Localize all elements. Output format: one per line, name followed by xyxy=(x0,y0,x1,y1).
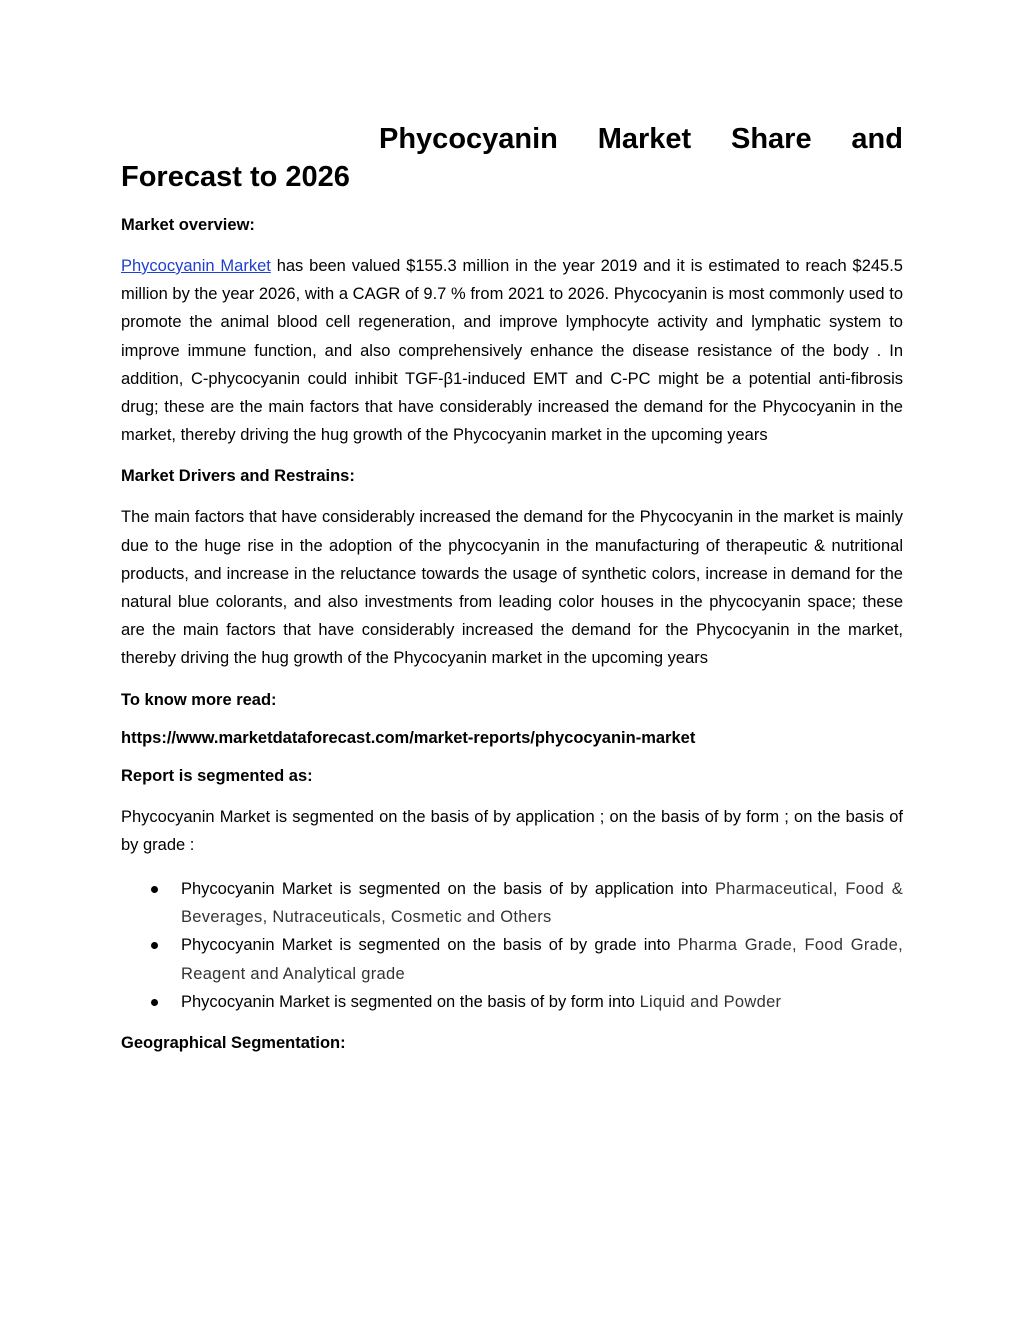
geo-heading: Geographical Segmentation: xyxy=(121,1034,346,1053)
overview-text: has been valued $155.3 million in the year 2019 and it is estimated to reach $245.5 million by the year 2026, with a CAGR of 9.7 % from 2021 to 2026. Phycocyanin is most commonly used to promote the animal blood cell regeneration, and improve lymphocyte activity and lymphatic system to improve immune function, and also comprehensively enhance the disease resistance of the body . In addition, C-phycocyanin could inhibit TGF-β1-induced EMT and C-PC might be a potential anti-fibrosis drug; these are the main factors that have considerably increased the demand for the Phycocyanin in the market, thereby driving the hug growth of the Phycocyanin market in the upcoming years xyxy=(121,257,903,445)
list-item xyxy=(121,875,903,931)
drivers-paragraph: The main factors that have considerably increased the demand for the Phycocyanin in the market is mainly due to the huge rise in the adoption of the phycocyanin in the manufacturing of therapeutic & nutritional products, and increase in the reluctance towards the usage of synthetic colors, increase in demand for the natural blue colorants, and also investments from leading color houses in the phycocyanin space; these are the main factors that have considerably increased the demand for the Phycocyanin in the market, thereby driving the hug growth of the Phycocyanin market in the upcoming years xyxy=(121,508,903,668)
bullet-icon xyxy=(151,942,158,949)
list-item xyxy=(121,988,903,1016)
list-item xyxy=(121,931,903,987)
bullet-icon xyxy=(151,999,158,1006)
document-title xyxy=(121,120,903,196)
read-more-heading: To know more read: xyxy=(121,690,277,709)
bullet-items: Pharmaceutical, Food & Beverages, Nutraceuticals, Cosmetic and Others xyxy=(181,880,904,927)
bullet-lead: Phycocyanin Market is segmented on the basis of by application into xyxy=(181,880,715,899)
drivers-heading: Market Drivers and Restrains: xyxy=(121,467,355,486)
title-word: Share xyxy=(731,123,812,155)
report-url: https://www.marketdataforecast.com/market-reports/phycocyanin-market xyxy=(121,728,696,747)
document-page xyxy=(121,120,903,1070)
bullet-lead: Phycocyanin Market is segmented on the basis of by grade into xyxy=(181,936,678,955)
bullet-items: Liquid and Powder xyxy=(639,992,782,1011)
bullet-items: Pharma Grade, Food Grade, Reagent and Analytical grade xyxy=(181,936,903,983)
segment-list xyxy=(121,875,903,1016)
title-line-2: Forecast to 2026 xyxy=(121,161,350,193)
title-line-1 xyxy=(121,120,903,158)
bullet-icon xyxy=(151,886,158,893)
overview-heading: Market overview: xyxy=(121,216,255,234)
segmented-paragraph: Phycocyanin Market is segmented on the basis of by application ; on the basis of by form ; on the basis of by grade : xyxy=(121,807,903,854)
phycocyanin-market-link[interactable]: Phycocyanin Market xyxy=(121,257,271,275)
title-word: Phycocyanin xyxy=(379,123,558,155)
overview-paragraph xyxy=(121,252,903,449)
title-word: and xyxy=(851,123,903,155)
title-word: Market xyxy=(597,123,692,155)
bullet-lead: Phycocyanin Market is segmented on the basis of by form into xyxy=(181,992,640,1011)
segmented-heading: Report is segmented as: xyxy=(121,766,313,785)
